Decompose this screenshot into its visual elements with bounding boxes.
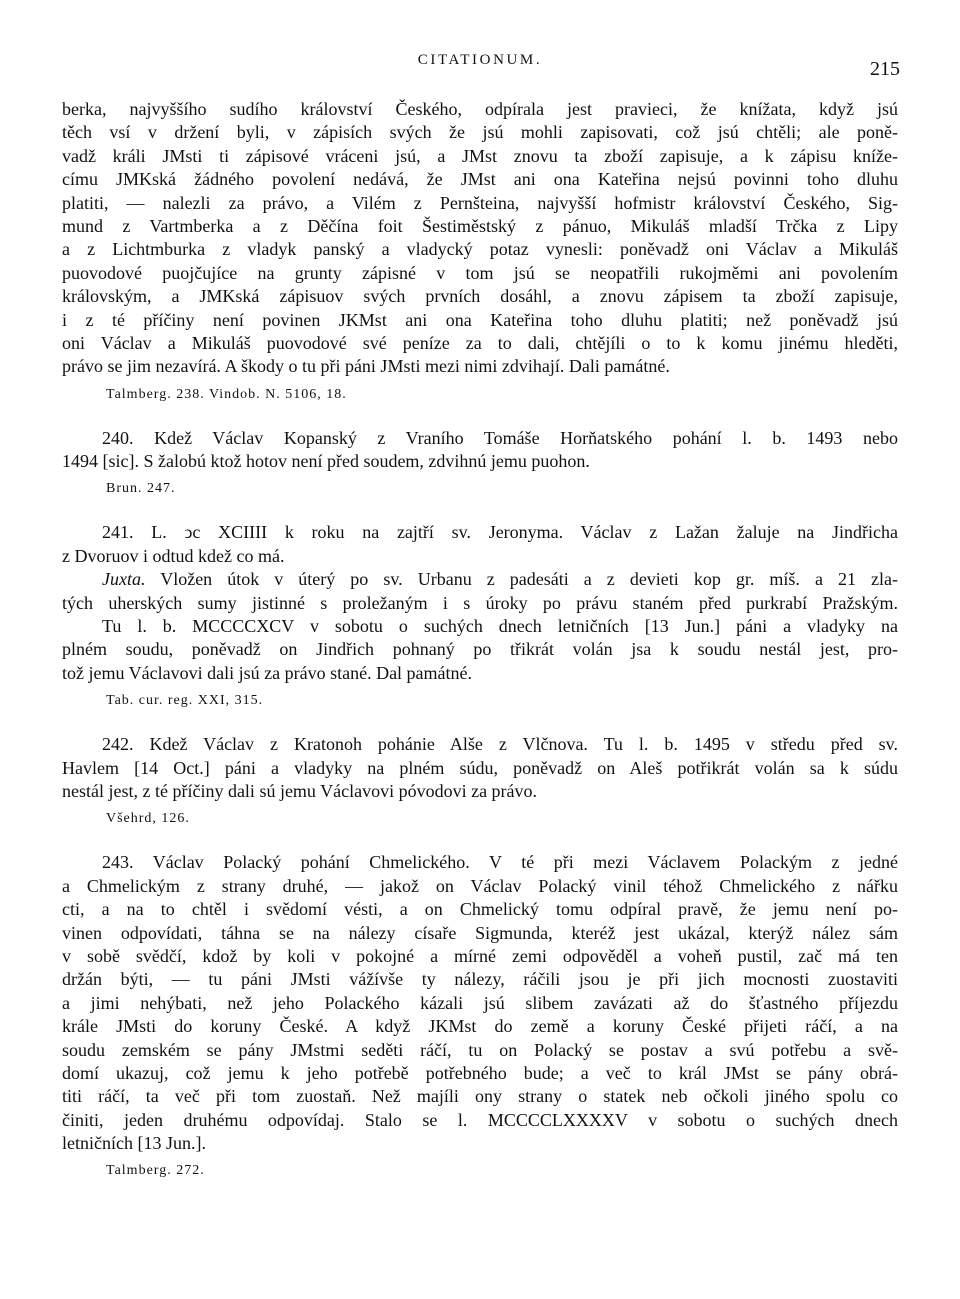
text-line: plném soudu, poněvadž on Jindřich pohnaný po třikrát volán jsa k soudu nestál jest, pro-: [62, 639, 898, 660]
text-line: 240. Kdež Václav Kopanský z Vraního Tomáše Horňatského pohání l. b. 1493 nebo: [102, 427, 898, 448]
source-citation: Talmberg. 238. Vindob. N. 5106, 18.: [106, 386, 347, 402]
text-line: cti, a na to chtěl i svědomí vésti, a on Chmelický tomu odpíral pravě, že jemu není po-: [62, 899, 898, 920]
text-line: držán býti, — tu páni JMsti vážívše ty nálezy, ráčili jsou je při jich mocnosti zuostaviti: [62, 969, 898, 990]
entry-243: [62, 851, 898, 1181]
source-citation: Tab. cur. reg. XXI, 315.: [106, 693, 264, 709]
text-line: címu JMKská žádného povolení nedává, že JMst ani ona Kateřina nejsú povinni toho dluhu: [62, 169, 898, 190]
text-line: právo se jim nezavírá. A škody o tu při páni JMsti mezi nimi zdvihají. Dali památné.: [62, 356, 670, 377]
page-number: 215: [870, 58, 900, 80]
text-line: soudu zemském se pány JMstmi seděti ráčí, tu on Polacký se postav a svú potřebu a svě-: [62, 1039, 898, 1060]
text-line: i z té příčiny není povinen JKMst ani ona Kateřina toho dluhu platiti; než poněvadž jsú: [62, 309, 898, 330]
text-line: 242. Kdež Václav z Kratonoh pohánie Alše z Vlčnova. Tu l. b. 1495 v středu před sv.: [102, 734, 898, 755]
text-line: krále JMsti do koruny České. A když JKMst do země a koruny České přijeti ráčí, a na: [62, 1016, 898, 1037]
text-line: těch vsí v držení byli, v zápisích svých že jsú mohli zapisovati, což jsú chtěli; ale poně-: [62, 122, 898, 143]
text-line: berka, najvyššího sudího království Českého, odpírala jest pravieci, že knížata, když jsú: [62, 99, 898, 119]
entry-241: [62, 521, 898, 711]
entry-240: [62, 427, 898, 500]
text-line: domí ukazuj, což jemu k jeho potřebě potřebného bude; a več to král JMst se pány obrá-: [62, 1062, 898, 1083]
text-line: vadž králi JMsti ti zápisové vráceni jsú, a JMst znovu ta zboží zapisuje, a k zápisu kníže-: [62, 145, 898, 166]
text-line: Havlem [14 Oct.] páni a vladyky na plném súdu, poněvadž on Aleš potřikrát volán sa k súdu: [62, 757, 898, 778]
text-line: puovodové puojčujíce na grunty zápisné v tom jsú se neopatřili rukojměmi ani povolením: [62, 262, 898, 283]
text-line: a z Lichtmburka z vladyk panský a vladycký potaz vynesli: poněvadž oni Václav a Mikuláš: [62, 239, 898, 260]
text-line: z Dvoruov i odtud kdež co má.: [62, 545, 285, 566]
text-line: letničních [13 Jun.].: [62, 1133, 206, 1154]
source-citation: Všehrd, 126.: [106, 811, 190, 827]
text-line: platiti, — nalezli za právo, a Vilém z Pernšteina, najvyšší hofmistr království Českého, Sig-: [62, 192, 898, 213]
text-line: tých uherských sumy jistinné s proležaným i s úroky po právu staném před purkrabí Pražským.: [62, 592, 898, 613]
text-line: 241. L. ↄc XCIIII k roku na zajtří sv. Jeronyma. Václav z Lažan žaluje na Jindřicha: [102, 522, 898, 543]
text-line: titi ráčí, ta več při tom zuostaň. Než majíli ony strany o statek neb očkoli jiného spolu co: [62, 1086, 898, 1107]
source-citation: Talmberg. 272.: [106, 1163, 205, 1179]
text-line: v sobě svědčí, kdož by koli v pokojné a mírné zemi odpověděl a voheň pustil, zač má ten: [62, 945, 898, 966]
text-line: 243. Václav Polacký pohání Chmelického. V té při mezi Václavem Polackým z jedné: [102, 852, 898, 873]
text-line: vinen odpovídati, táhna se na nálezy císaře Sigmunda, kteréž jest ukázal, kterýž nález sám: [62, 922, 898, 943]
running-head: CITATIONUM.: [417, 52, 543, 68]
entry-continuation: [62, 98, 898, 405]
text-line: mund z Vartmberka a z Děčína foit Šestiměstský z pánuo, Mikuláš mladší Trčka z Lipy: [62, 215, 898, 236]
text-line: činiti, jeden druhému odpovídaj. Stalo se l. MCCCCLXXXXV v sobotu o suchých dnech: [62, 1109, 898, 1130]
juxta-label: Juxta.: [102, 569, 146, 590]
text-line: oni Václav a Mikuláš puovodové své peníze za to dali, chtějíli o to k komu jinému hleděti,: [62, 332, 898, 353]
source-citation: Brun. 247.: [106, 481, 176, 497]
text-line: tož jemu Václavovi dali jsú za právo stané. Dal památné.: [62, 662, 473, 683]
text-line: královským, a JMKská zápisuov svých prvních dosáhl, a znovu zápisem ta zboží zapisuje,: [62, 286, 898, 307]
text-line: a Chmelickým z strany druhé, — jakož on Václav Polacký vinil téhož Chmelického z nářku: [62, 875, 898, 896]
text-line: [62, 568, 898, 591]
entry-242: [62, 733, 898, 829]
text-line: a jimi nehýbati, než jeho Polackého kázali jsú slibem zavázati až do šťastného příjezdu: [62, 992, 898, 1013]
juxta-text: Vložen útok v úterý po sv. Urbanu z padesáti a z devieti kop gr. míš. a 21 zla-: [160, 569, 898, 590]
text-line: 1494 [sic]. S žalobú ktož hotov není před soudem, zdvihnú jemu puohon.: [62, 451, 590, 472]
text-line: nestál jest, z té příčiny dali sú jemu Václavovi póvodovi za právo.: [62, 780, 538, 801]
page-body: [62, 98, 898, 1181]
text-line: Tu l. b. MCCCCXCV v sobotu o suchých dnech letničních [13 Jun.] páni a vladyky na: [102, 616, 898, 637]
